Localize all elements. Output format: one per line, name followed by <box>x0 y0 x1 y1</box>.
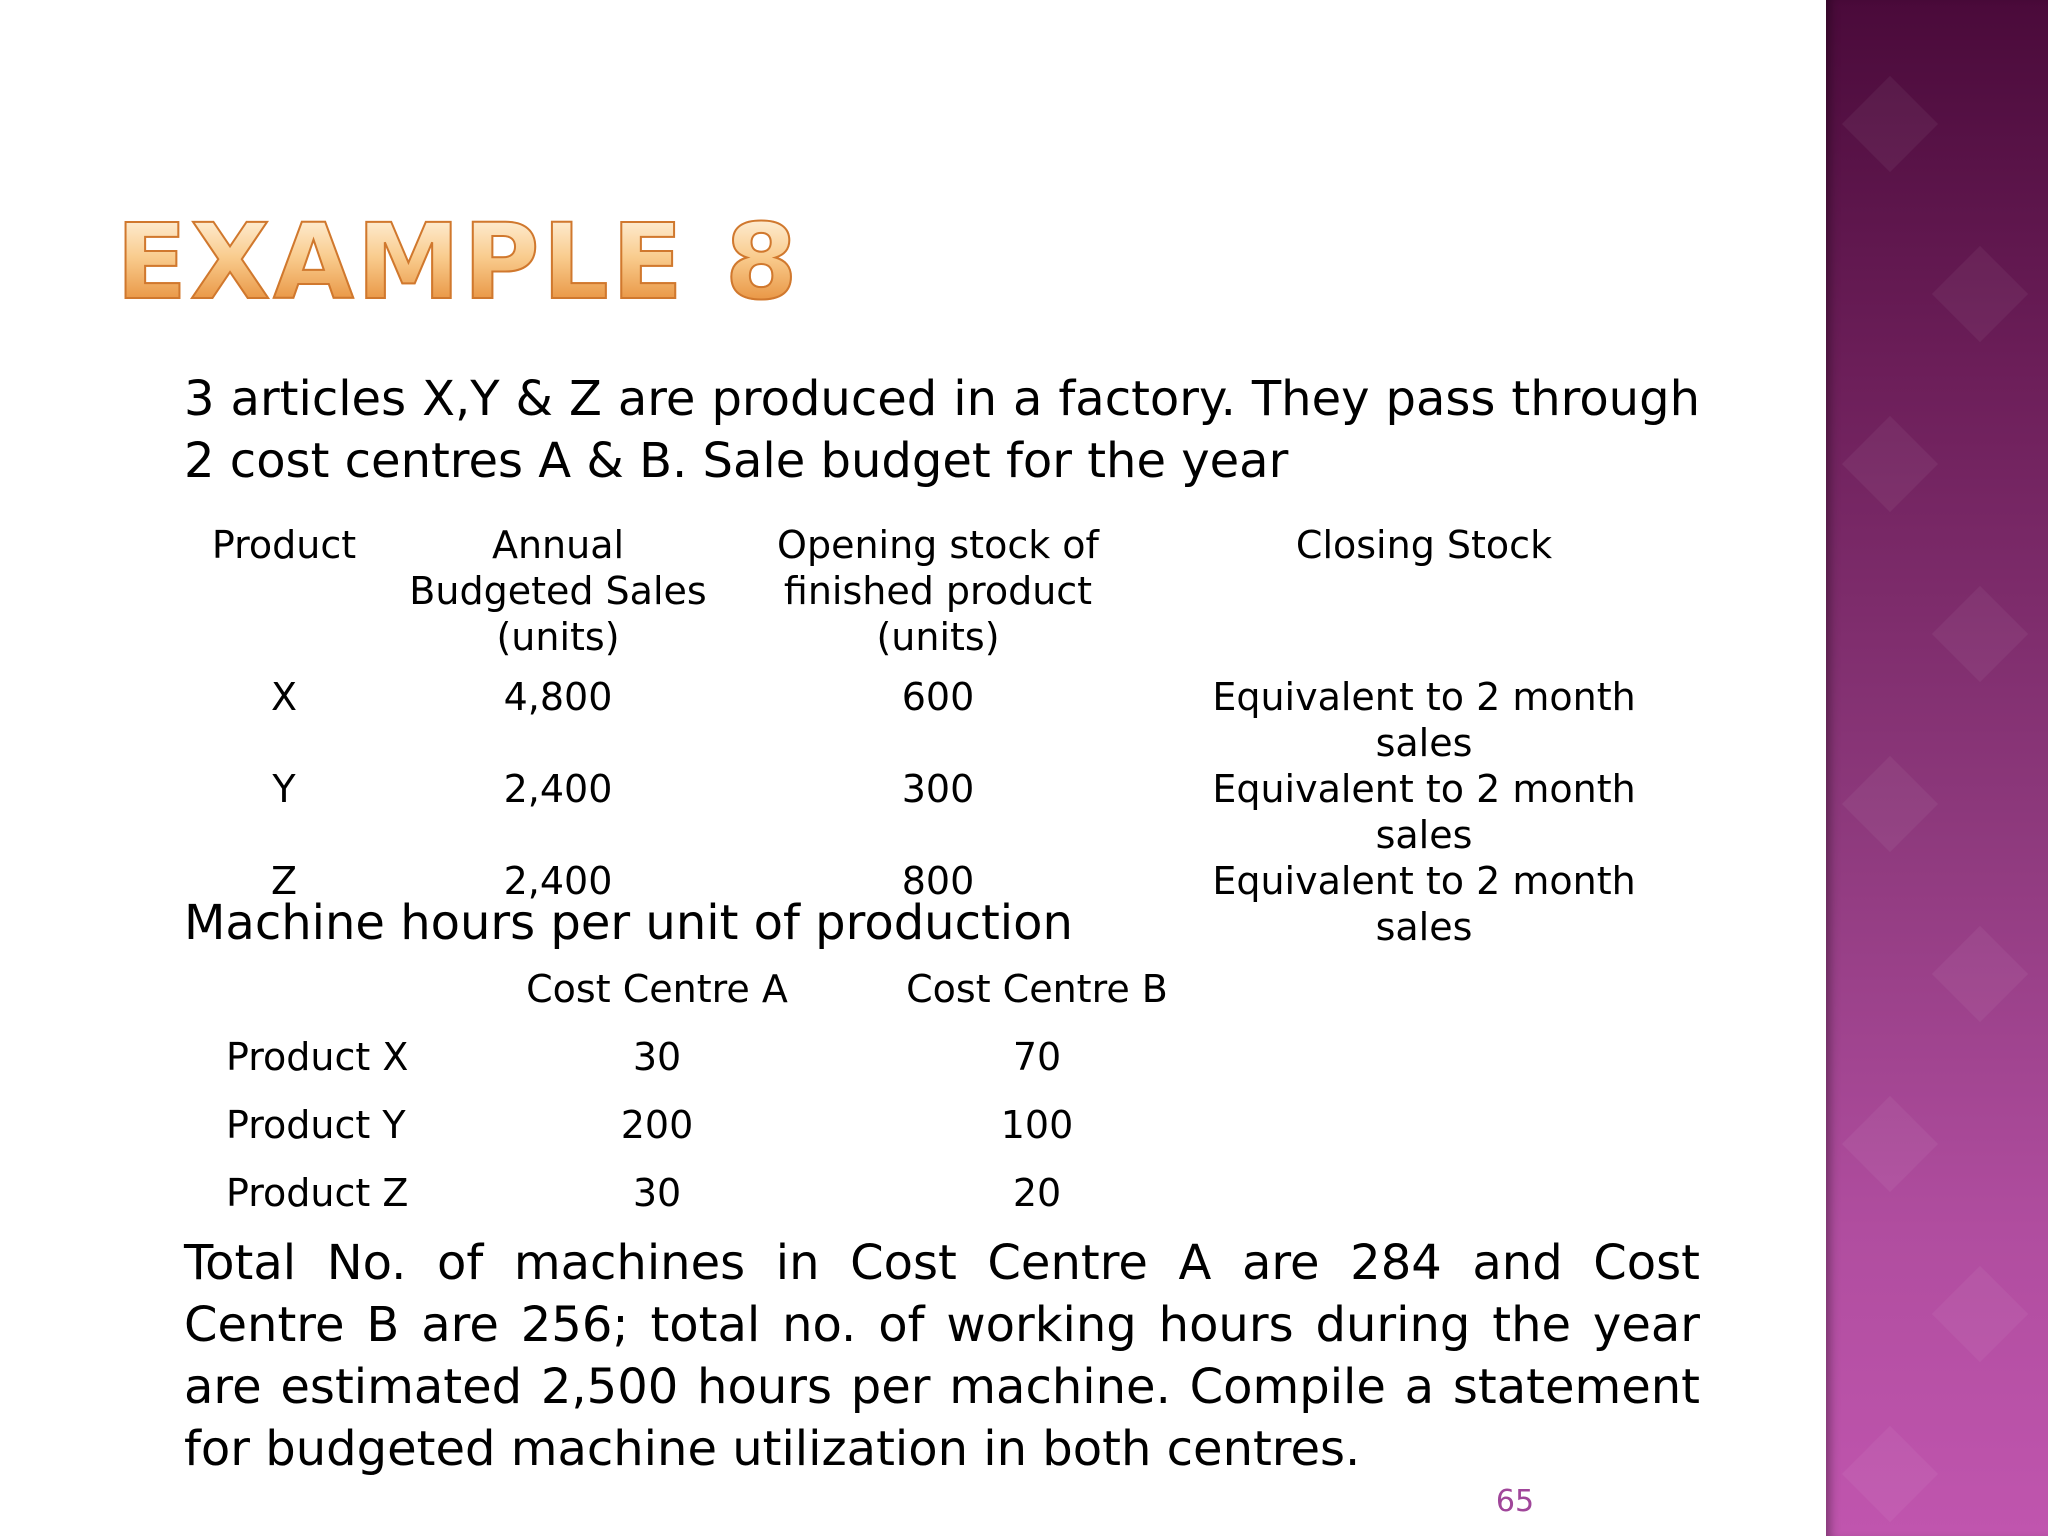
cell-product: Product Z <box>226 1171 409 1215</box>
slide-number: 65 <box>1495 1484 1535 1519</box>
decorative-diamond <box>1842 76 1938 172</box>
decorative-diamond <box>1842 1426 1938 1522</box>
decorative-diamond <box>1842 416 1938 512</box>
table-row <box>170 1170 1210 1238</box>
table-row <box>170 674 1690 766</box>
cell-product: X <box>270 675 298 719</box>
header-closing-stock: Closing Stock <box>1295 523 1553 567</box>
header-opening-stock: Opening stock of finished product (units) <box>777 523 1099 659</box>
cell-opening: 600 <box>901 675 975 719</box>
decorative-side-bar <box>1826 0 2048 1536</box>
cell-closing: Equivalent to 2 month sales <box>1212 675 1636 765</box>
decorative-diamond <box>1932 586 2028 682</box>
cell-closing: Equivalent to 2 month sales <box>1212 859 1636 949</box>
cell-product: Z <box>270 859 298 903</box>
cell-centre-a: 200 <box>620 1103 694 1147</box>
intro-paragraph: 3 articles X,Y & Z are produced in a factory. They pass through 2 cost centres A & B. Sale budget for the year <box>184 371 1700 489</box>
cell-product: Product Y <box>226 1103 406 1147</box>
cell-centre-b: 70 <box>1012 1035 1062 1079</box>
decorative-diamond <box>1842 756 1938 852</box>
cell-opening: 300 <box>901 767 975 811</box>
cell-sales: 2,400 <box>503 859 613 903</box>
cell-sales: 2,400 <box>503 767 613 811</box>
cell-centre-b: 20 <box>1012 1171 1062 1215</box>
table-row <box>170 766 1690 858</box>
cell-sales: 4,800 <box>503 675 613 719</box>
decorative-diamond <box>1842 1096 1938 1192</box>
cell-centre-a: 30 <box>632 1035 682 1079</box>
table-row <box>170 1102 1210 1170</box>
cell-closing: Equivalent to 2 month sales <box>1212 767 1636 857</box>
machine-hours-table <box>170 966 1210 1238</box>
cell-centre-b: 100 <box>1000 1103 1074 1147</box>
cell-product: Y <box>272 767 296 811</box>
cell-centre-a: 30 <box>632 1171 682 1215</box>
table-row <box>170 1034 1210 1102</box>
slide-title: EXAMPLE 8 <box>116 201 801 323</box>
section-heading: Machine hours per unit of production <box>184 895 1073 951</box>
cell-product: Product X <box>226 1035 409 1079</box>
header-blank <box>170 966 450 1034</box>
cell-opening: 800 <box>901 859 975 903</box>
sales-budget-table <box>170 522 1690 950</box>
header-annual-sales: Annual Budgeted Sales (units) <box>409 523 707 659</box>
table-header-row <box>170 522 1690 674</box>
decorative-diamond <box>1932 1266 2028 1362</box>
header-cost-centre-a: Cost Centre A <box>526 967 788 1011</box>
closing-paragraph: Total No. of machines in Cost Centre A are 284 and Cost Centre B are 256; total no. of working hours during the year are estimated 2,500 hours per machine. Compile a statement for budgeted machine utilization in both centres. <box>184 1235 1700 1477</box>
table-header-row <box>170 966 1210 1034</box>
header-product: Product <box>211 523 357 567</box>
decorative-diamond <box>1932 246 2028 342</box>
header-cost-centre-b: Cost Centre B <box>906 967 1168 1011</box>
decorative-diamond <box>1932 926 2028 1022</box>
